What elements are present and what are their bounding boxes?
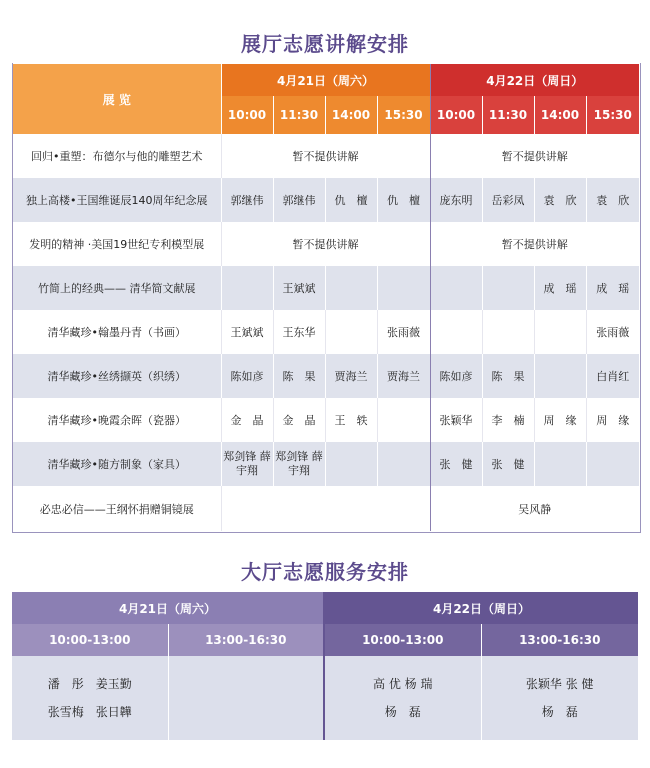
guide-cell [221,486,430,531]
table-row [13,398,639,442]
table-row [13,266,639,310]
service-day1-header: 4月21日（周六） [12,592,324,624]
guide-cell: 白肖红 [586,354,639,398]
guide-cell: 成 瑶 [534,266,586,310]
guide-cell: 金 晶 [221,398,273,442]
volunteer-names: 张雪梅 张日韡 [47,705,132,719]
time-header: 11:30 [273,96,325,134]
guide-cell [325,442,377,486]
service-schedule-table [12,592,638,740]
exhibition-name: 清华藏珍•翰墨丹青（书画） [13,310,221,354]
exhibition-name: 竹简上的经典—— 清华简文献展 [13,266,221,310]
time-header: 14:00 [534,96,586,134]
guide-cell [534,442,586,486]
slot-header: 10:00-13:00 [12,624,168,656]
guide-cell: 成 瑶 [586,266,639,310]
volunteer-names: 高 优 杨 瑞 [373,677,433,691]
guide-cell: 陈 果 [273,354,325,398]
guide-cell: 张颖华 [430,398,482,442]
no-guide-note: 暂不提供讲解 [430,134,639,178]
guide-cell: 郭继伟 [273,178,325,222]
guide-cell: 周 缘 [586,398,639,442]
exhibition-name: 发明的精神 ·美国19世纪专利模型展 [13,222,221,266]
service-cell [324,656,481,740]
guide-cell [534,354,586,398]
slot-header: 10:00-13:00 [324,624,481,656]
time-header: 15:30 [377,96,430,134]
slot-header: 13:00-16:30 [168,624,324,656]
guide-cell: 贾海兰 [325,354,377,398]
guide-cell: 王斌斌 [273,266,325,310]
guide-cell: 郑剑锋 薛宇翔 [221,442,273,486]
time-header: 15:30 [586,96,639,134]
day1-header: 4月21日（周六） [221,64,430,96]
guide-schedule-title: 展厅志愿讲解安排 [241,32,409,56]
time-header: 10:00 [221,96,273,134]
service-schedule-title: 大厅志愿服务安排 [241,560,409,584]
volunteer-names: 杨 磊 [541,705,578,719]
guide-cell [325,310,377,354]
guide-cell: 张雨薇 [377,310,430,354]
guide-cell: 金 晶 [273,398,325,442]
guide-cell [430,266,482,310]
time-header: 11:30 [482,96,534,134]
guide-cell: 袁 欣 [586,178,639,222]
no-guide-note: 暂不提供讲解 [221,222,430,266]
volunteer-names: 张颖华 张 健 [525,677,594,691]
volunteer-names: 杨 磊 [384,705,421,719]
guide-cell: 周 缘 [534,398,586,442]
table-row [13,222,639,266]
guide-cell: 岳彩凤 [482,178,534,222]
guide-cell: 张 健 [482,442,534,486]
exhibition-name: 清华藏珍•随方制象（家具） [13,442,221,486]
table-row [13,134,639,178]
volunteer-names: 潘 彤 姜玉勤 [47,677,132,691]
exhibition-name: 清华藏珍•晚霞余晖（瓷器） [13,398,221,442]
guide-cell [377,266,430,310]
guide-cell [586,442,639,486]
service-cell [12,656,168,740]
time-header: 14:00 [325,96,377,134]
service-cell [481,656,638,740]
guide-cell [534,310,586,354]
table-row [13,178,639,222]
guide-cell: 仇 檀 [325,178,377,222]
guide-cell: 陈如彦 [221,354,273,398]
guide-cell [430,310,482,354]
guide-cell: 张雨薇 [586,310,639,354]
no-guide-note: 暂不提供讲解 [430,222,639,266]
exhibition-name: 独上高楼•王国维诞辰140周年纪念展 [13,178,221,222]
guide-cell: 庞东明 [430,178,482,222]
guide-cell [482,266,534,310]
time-header: 10:00 [430,96,482,134]
guide-cell: 李 楠 [482,398,534,442]
guide-cell [221,266,273,310]
guide-cell: 袁 欣 [534,178,586,222]
service-day2-header: 4月22日（周日） [324,592,638,624]
day2-header: 4月22日（周日） [430,64,639,96]
service-cell [168,656,324,740]
guide-cell: 郑剑锋 薛宇翔 [273,442,325,486]
exhibition-name: 回归•重塑：布德尔与他的雕塑艺术 [13,134,221,178]
guide-cell [377,398,430,442]
guide-cell [325,266,377,310]
guide-cell: 仇 檀 [377,178,430,222]
exhibition-header: 展 览 [13,64,221,134]
guide-cell [482,310,534,354]
no-guide-note: 暂不提供讲解 [221,134,430,178]
guide-cell: 贾海兰 [377,354,430,398]
guide-cell [377,442,430,486]
guide-schedule-table [13,64,639,531]
guide-cell: 王斌斌 [221,310,273,354]
table-row [13,310,639,354]
table-row [13,486,639,531]
table-row [13,442,639,486]
guide-cell: 陈如彦 [430,354,482,398]
guide-cell: 王东华 [273,310,325,354]
table-row [13,354,639,398]
exhibition-name: 必忠必信——王纲怀捐赠铜镜展 [13,486,221,531]
guide-cell: 陈 果 [482,354,534,398]
slot-header: 13:00-16:30 [481,624,638,656]
guide-cell: 吴风静 [430,486,639,531]
guide-cell: 郭继伟 [221,178,273,222]
exhibition-name: 清华藏珍•丝绣撷英（织绣） [13,354,221,398]
guide-cell: 张 健 [430,442,482,486]
guide-cell: 王 轶 [325,398,377,442]
